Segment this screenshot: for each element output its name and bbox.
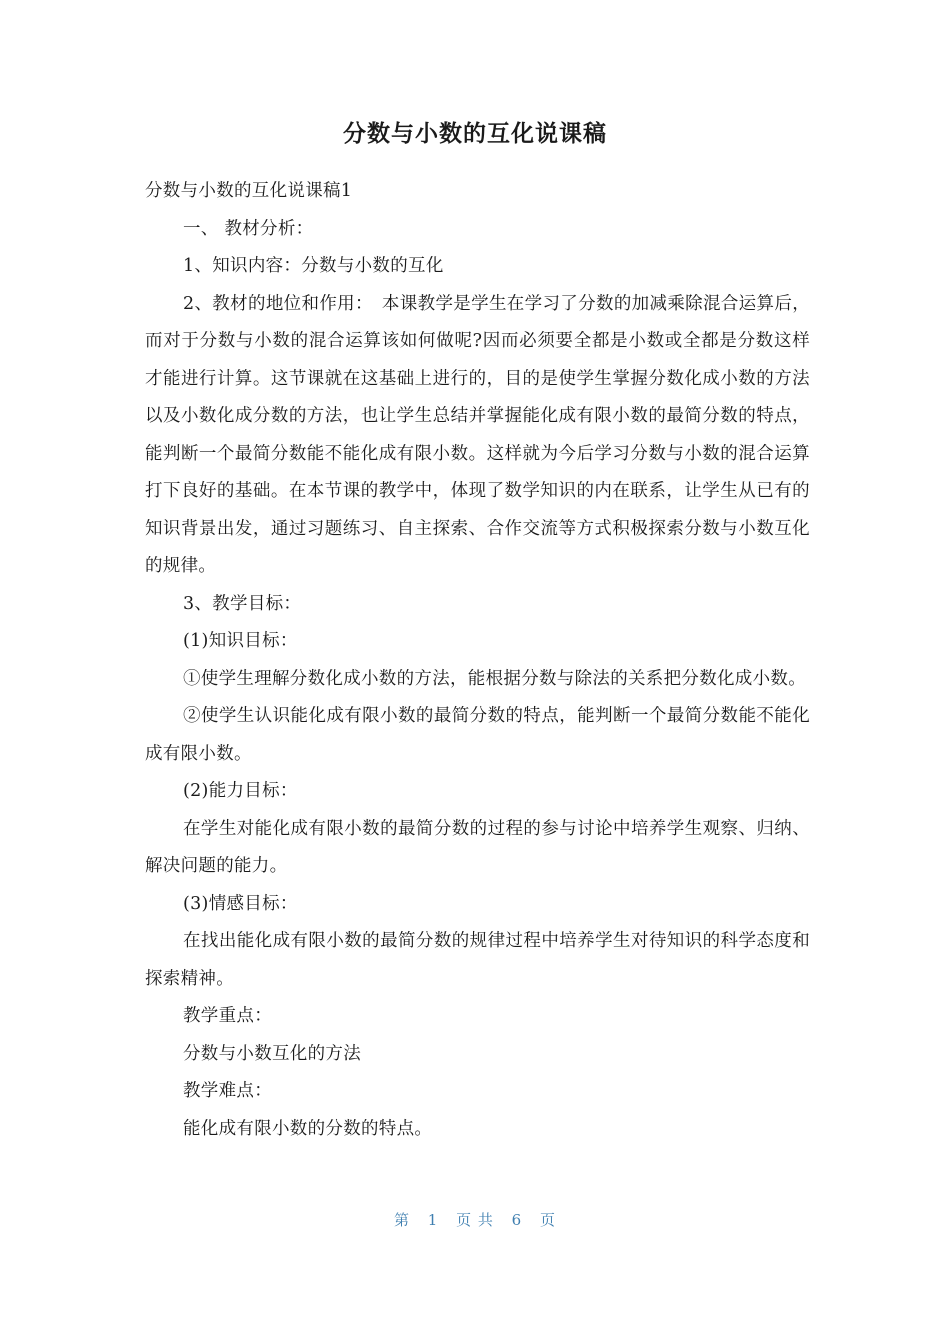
paragraph: 2、教材的地位和作用： 本课教学是学生在学习了分数的加减乘除混合运算后，而对于分数与小数的混合运算该如何做呢?因而必须要全都是小数或全都是分数这样才能进行计算。这节课就在这基础上进行的，目的是使学生掌握分数化成小数的方法以及小数化成分数的方法，也让学生总结并掌握能化成有限小数的最简分数的特点，能判断一个最简分数能不能化成有限小数。这样就为今后学习分数与小数的混合运算打下良好的基础。在本节课的教学中，体现了数学知识的内在联系，让学生从已有的知识背景出发，通过习题练习、自主探索、合作交流等方式积极探索分数与小数互化的规律。 xyxy=(145,293,810,576)
paragraph: 1、知识内容：分数与小数的互化 xyxy=(183,256,444,276)
paragraph: ①使学生理解分数化成小数的方法，能根据分数与除法的关系把分数化成小数。 xyxy=(183,668,806,689)
paragraph: 一、 教材分析： xyxy=(183,218,314,239)
footer-suffix: 页 xyxy=(540,1211,557,1229)
current-page-number: 1 xyxy=(427,1211,439,1229)
paragraph: 能化成有限小数的分数的特点。 xyxy=(183,1118,433,1139)
paragraph: 3、教学目标： xyxy=(183,593,302,614)
paragraph: (1)知识目标： xyxy=(183,631,298,651)
paragraph: 教学重点： xyxy=(183,1006,272,1026)
paragraph: 分数与小数的互化说课稿1 xyxy=(145,181,353,201)
document-title: 分数与小数的互化说课稿 xyxy=(343,121,607,147)
page-footer xyxy=(0,1209,950,1230)
total-pages-number: 6 xyxy=(511,1211,523,1229)
paragraph: ②使学生认识能化成有限小数的最简分数的特点，能判断一个最简分数能不能化成有限小数。 xyxy=(145,706,810,764)
footer-prefix: 第 xyxy=(393,1211,410,1229)
document-body xyxy=(145,173,810,1148)
paragraph: (3)情感目标： xyxy=(183,893,298,914)
paragraph: 在找出能化成有限小数的最简分数的规律过程中培养学生对待知识的科学态度和探索精神。 xyxy=(145,931,810,989)
footer-middle: 页 共 xyxy=(456,1211,494,1229)
paragraph: (2)能力目标： xyxy=(183,781,298,801)
paragraph: 教学难点： xyxy=(183,1081,272,1101)
paragraph: 在学生对能化成有限小数的最简分数的过程的参与讨论中培养学生观察、归纳、解决问题的能力。 xyxy=(145,818,810,876)
paragraph: 分数与小数互化的方法 xyxy=(183,1043,361,1064)
